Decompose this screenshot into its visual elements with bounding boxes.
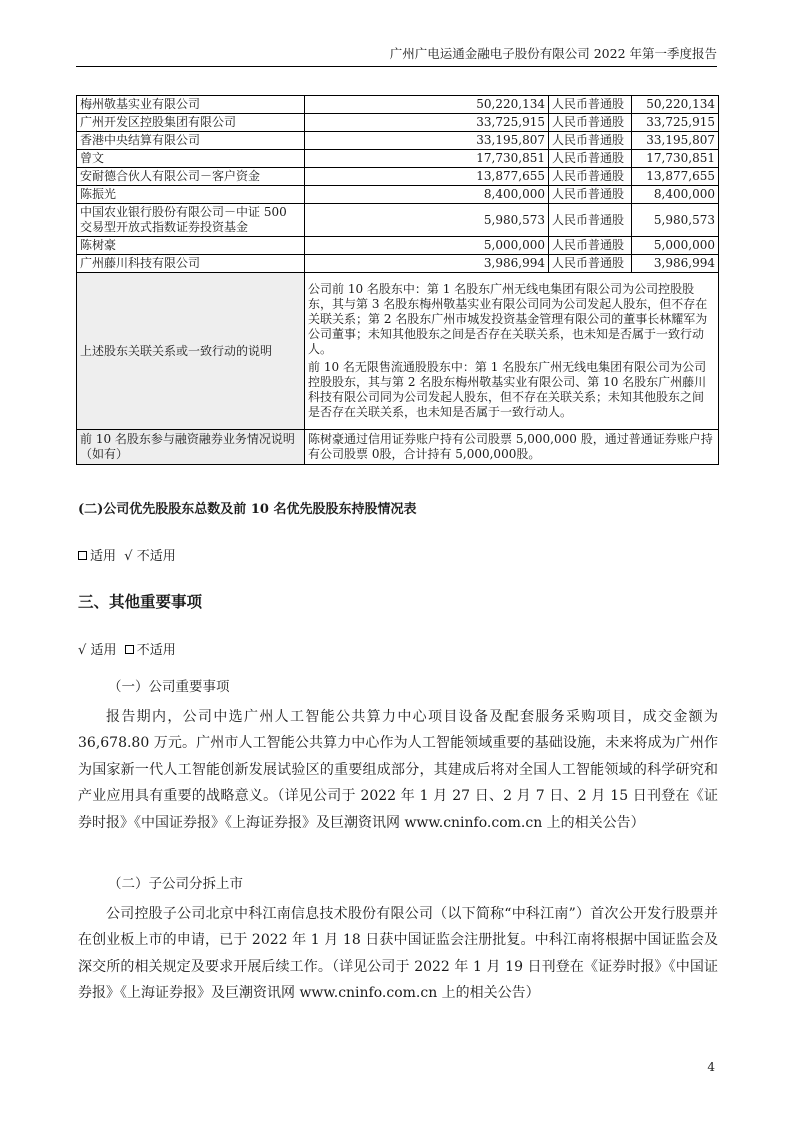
share-count-cell: 17,730,851 [632, 150, 719, 168]
table-row [77, 168, 719, 186]
shareholders-table [76, 95, 719, 465]
holder-shares-cell: 33,195,807 [305, 132, 549, 150]
page-header: 广州广电运通金融电子股份有限公司 2022 年第一季度报告 [389, 46, 717, 61]
share-count-cell: 5,980,573 [632, 204, 719, 237]
holder-name-cell: 安耐德合伙人有限公司－客户资金 [77, 168, 305, 186]
holder-name-cell: 陈振光 [77, 186, 305, 204]
holder-shares-cell: 5,980,573 [305, 204, 549, 237]
relation-row [77, 273, 719, 430]
relation-label: 上述股东关联关系或一致行动的说明 [77, 273, 305, 430]
preferred-shareholders-heading: (二)公司优先股股东总数及前 10 名优先股股东持股情况表 [78, 502, 417, 517]
holder-name-cell: 广州开发区控股集团有限公司 [77, 114, 305, 132]
share-count-cell: 3,986,994 [632, 255, 719, 273]
relation-note [305, 273, 719, 430]
share-type-cell: 人民币普通股 [549, 255, 632, 273]
table-row [77, 237, 719, 255]
share-type-cell: 人民币普通股 [549, 96, 632, 114]
share-count-cell: 8,400,000 [632, 186, 719, 204]
table-row [77, 96, 719, 114]
share-type-cell: 人民币普通股 [549, 204, 632, 237]
share-type-cell: 人民币普通股 [549, 168, 632, 186]
holder-name-cell: 广州藤川科技有限公司 [77, 255, 305, 273]
subsection-paragraph-2: 公司控股子公司北京中科江南信息技术股份有限公司（以下简称“中科江南”）首次公开发行股票并在创业板上市的申请，已于 2022 年 1 月 18 日获中国证监会注册批复。中科江南将根据中国证监会及深交所的相关规定及要求开展后续工作。（详见公司于 2022 年 1 月 19 日刊登在《证券时报》《中国证券报》《上海证券报》及巨潮资讯网 www.cninfo.com.cn 上的相关公告） [78, 906, 718, 1002]
opt-not-applicable: 不适用 [136, 643, 176, 658]
share-count-cell: 33,195,807 [632, 132, 719, 150]
table-row [77, 186, 719, 204]
margin-row [77, 430, 719, 465]
margin-note: 陈树豪通过信用证券账户持有公司股票 5,000,000 股，通过普通证券账户持有公司股票 0股，合计持有 5,000,000股。 [305, 430, 719, 465]
holder-shares-cell: 13,877,655 [305, 168, 549, 186]
share-type-cell: 人民币普通股 [549, 186, 632, 204]
holder-name-cell: 香港中央结算有限公司 [77, 132, 305, 150]
holder-shares-cell: 5,000,000 [305, 237, 549, 255]
holder-shares-cell: 8,400,000 [305, 186, 549, 204]
table-row [77, 132, 719, 150]
section-title: 三、其他重要事项 [78, 593, 203, 611]
opt-not-applicable: 不适用 [136, 549, 176, 564]
holder-name-cell: 陈树豪 [77, 237, 305, 255]
holder-shares-cell: 17,730,851 [305, 150, 549, 168]
table-row [77, 255, 719, 273]
share-type-cell: 人民币普通股 [549, 114, 632, 132]
share-type-cell: 人民币普通股 [549, 237, 632, 255]
share-count-cell: 5,000,000 [632, 237, 719, 255]
holder-shares-cell: 50,220,134 [305, 96, 549, 114]
page-number: 4 [707, 1060, 715, 1074]
table-row [77, 204, 719, 237]
checkbox-icon [125, 645, 134, 654]
holder-shares-cell: 33,725,915 [305, 114, 549, 132]
preferred-applicability [78, 545, 176, 564]
relation-text-1: 公司前 10 名股东中：第 1 名股东广州无线电集团有限公司为公司控股股东，其与第 3 名股东梅州敬基实业有限公司同为公司发起人股东，但不存在关联关系；第 2 名股东广州市城发投资基金管理有限公司的董事长林耀军为公司董事；未知其他股东之间是否存在关联关系，也未知是否属于一致行动人。 [308, 282, 708, 356]
checkbox-icon [78, 551, 87, 560]
share-type-cell: 人民币普通股 [549, 150, 632, 168]
section-three-applicability [78, 639, 176, 658]
subsection-paragraph-1: 报告期内，公司中选广州人工智能公共算力中心项目设备及配套服务采购项目，成交金额为 36,678.80 万元。广州市人工智能公共算力中心作为人工智能领域重要的基础设施，未来将成为广州作为国家新一代人工智能创新发展试验区的重要组成部分，其建成后将对全国人工智能领域的科学研究和产业应用具有重要的战略意义。（详见公司于 2022 年 1 月 27 日、2 月 7 日、2 月 15 日刊登在《证券时报》《中国证券报》《上海证券报》及巨潮资讯网 www.cninfo.com.cn 上的相关公告） [78, 709, 718, 831]
holder-name-cell: 梅州敬基实业有限公司 [77, 96, 305, 114]
holder-name-cell: 曾文 [77, 150, 305, 168]
holder-shares-cell: 3,986,994 [305, 255, 549, 273]
opt-applicable: 适用 [90, 549, 117, 564]
checkmark-icon: √ [78, 643, 87, 658]
holder-name-cell: 中国农业银行股份有限公司－中证 500 交易型开放式指数证券投资基金 [77, 204, 305, 237]
shareholders-table-body [77, 96, 719, 273]
share-count-cell: 33,725,915 [632, 114, 719, 132]
subsection-title-2: （二）子公司分拆上市 [108, 876, 243, 892]
opt-applicable: 适用 [90, 643, 117, 658]
share-type-cell: 人民币普通股 [549, 132, 632, 150]
table-row [77, 150, 719, 168]
header-rule [76, 66, 717, 67]
subsection-title-1: （一）公司重要事项 [108, 679, 230, 695]
table-row [77, 114, 719, 132]
checkmark-icon: √ [124, 549, 133, 564]
relation-text-2: 前 10 名无限售流通股股东中：第 1 名股东广州无线电集团有限公司为公司控股股东，其与第 2 名股东梅州敬基实业有限公司、第 10 名股东广州藤川科技有限公司同为公司发起人股东，但不存在关联关系；未知其他股东之间是否存在关联关系，也未知是否属于一致行动人。 [308, 360, 707, 419]
share-count-cell: 13,877,655 [632, 168, 719, 186]
share-count-cell: 50,220,134 [632, 96, 719, 114]
margin-label: 前 10 名股东参与融资融券业务情况说明（如有） [77, 430, 305, 465]
